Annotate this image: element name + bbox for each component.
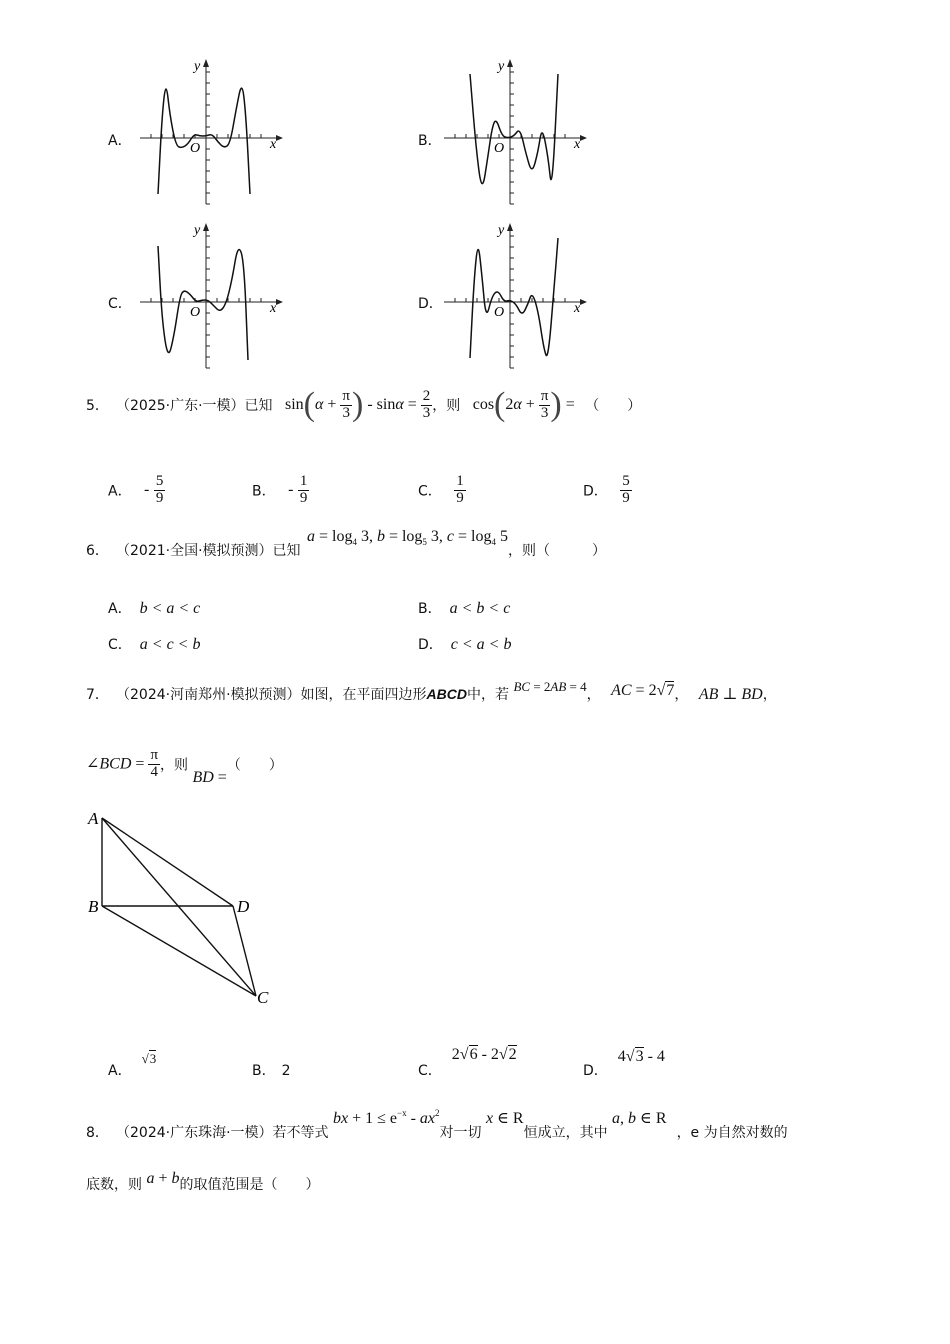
origin-label: O <box>190 141 201 156</box>
q8-sum: a + b <box>146 1170 180 1187</box>
q6-then: ，则（ ） <box>508 543 606 559</box>
origin-label: O <box>494 305 505 320</box>
vertex-b-label: B <box>88 897 99 916</box>
x-axis-label: x <box>270 301 277 316</box>
q8-holds: 恒成立，其中 <box>523 1125 608 1141</box>
q8-for-all: 对一切 <box>439 1125 482 1141</box>
q5-number: 5． <box>86 398 109 414</box>
q7-option-b-label: B． <box>252 1063 276 1079</box>
q6-given-equation: $a = \log_4 3$, $b = \log_5 3$, $c = \log_4 5$ <box>306 528 508 547</box>
q7-stem-line2 <box>86 748 283 788</box>
q6-number: 6． <box>86 543 109 559</box>
y-axis-arrow <box>203 59 209 67</box>
q7-shape: ABCD <box>426 686 467 702</box>
x-axis-arrow <box>276 299 283 305</box>
q7-blank: （ ） <box>226 757 283 774</box>
q7-option-a <box>108 1051 157 1080</box>
y-axis-label: y <box>194 59 201 74</box>
y-axis-label: y <box>498 59 505 74</box>
q7-option-d-label: D． <box>583 1063 608 1079</box>
q7-comma-3: ， <box>762 687 777 703</box>
q7-option-a-label: A． <box>108 1063 132 1079</box>
q7-comma-1: ， <box>586 687 601 703</box>
q7-option-c-label: C． <box>418 1063 442 1079</box>
q5-option-d-fraction <box>620 474 632 507</box>
q6-option-a <box>108 598 200 618</box>
q7-option-b <box>252 1060 291 1080</box>
function-curve <box>158 88 250 194</box>
q8-source: （2024·广东珠海·一模）若不等式 <box>116 1125 329 1141</box>
q7-mid: 中，若 <box>466 687 509 703</box>
segment-bc <box>102 906 256 996</box>
option-d-label: D． <box>418 296 443 312</box>
q7-option-b-value: 2 <box>281 1063 291 1079</box>
vertex-c-label: C <box>257 988 269 1007</box>
q5-option-b-num: 1 <box>299 473 308 489</box>
function-curve <box>158 246 248 360</box>
q7-target: BD = <box>192 769 227 787</box>
q6-option-d-expr: c < a < b <box>450 636 512 653</box>
graph-d <box>444 220 594 372</box>
function-curve <box>470 74 558 184</box>
q8-range: 的取值范围是（ ） <box>179 1177 320 1193</box>
q5-option-d-den: 9 <box>622 489 630 506</box>
q6-stem <box>86 528 606 561</box>
q6-option-b-expr: a < b < c <box>449 600 511 617</box>
q7-quadrilateral-figure <box>80 804 280 1014</box>
q5-option-a-sign: - <box>144 481 150 499</box>
q5-option-d-label: D． <box>583 483 608 500</box>
y-axis-label: y <box>498 223 505 238</box>
q7-condition-ac: AC = 2√7 <box>611 682 675 699</box>
q8-number: 8． <box>86 1125 109 1141</box>
option-b-label: B． <box>418 133 442 149</box>
y-axis-arrow <box>203 223 209 231</box>
option-c-label: C． <box>108 296 132 312</box>
y-axis-arrow <box>507 59 513 67</box>
q6-option-d-label: D． <box>418 637 443 653</box>
x-axis-arrow <box>276 135 283 141</box>
q7-then: ，则 <box>160 757 189 774</box>
q6-option-d <box>418 634 511 654</box>
q6-option-b-label: B． <box>418 601 442 617</box>
q8-stem <box>86 1108 788 1142</box>
q8-ab-domain: a, b ∈ R <box>612 1110 667 1127</box>
q7-option-c-expr: 2√6 - 2√2 <box>451 1046 517 1063</box>
q5-option-b <box>252 474 309 507</box>
q5-option-b-label: B． <box>252 483 276 500</box>
q5-option-d-num: 5 <box>622 473 630 489</box>
q8-x-domain: x ∈ R <box>485 1110 524 1127</box>
q6-option-c <box>108 634 200 654</box>
q5-stem <box>86 386 641 446</box>
q8-stem-line2 <box>86 1170 320 1194</box>
q5-option-c <box>418 474 466 507</box>
x-axis-arrow <box>580 135 587 141</box>
x-axis-label: x <box>574 301 581 316</box>
q5-option-b-sign: - <box>288 481 294 499</box>
graph-a <box>140 56 290 208</box>
y-axis-arrow <box>507 223 513 231</box>
q5-option-c-label: C． <box>418 483 442 500</box>
x-axis-label: x <box>270 137 277 152</box>
function-curve <box>470 238 558 358</box>
vertex-d-label: D <box>237 897 250 916</box>
q5-option-c-num: 1 <box>456 473 464 489</box>
q5-option-a-den: 9 <box>155 489 164 506</box>
q7-condition-bc: BC = 2AB = 4 <box>513 679 587 694</box>
option-a-label: A． <box>108 133 132 149</box>
q5-option-a <box>108 474 165 507</box>
q8-e-note: ，e 为自然对数的 <box>676 1125 788 1141</box>
q5-source: （2025·广东·一模）已知 <box>116 398 273 414</box>
q5-option-c-fraction <box>454 474 466 507</box>
q7-option-d-expr: 4√3 - 4 <box>617 1048 665 1065</box>
q6-option-c-label: C． <box>108 637 132 653</box>
q5-option-c-den: 9 <box>456 489 464 506</box>
q7-condition-perp: AB ⊥ BD <box>698 686 763 703</box>
q5-option-a-fraction <box>154 474 166 507</box>
q6-option-b <box>418 598 510 618</box>
y-axis-label: y <box>194 223 201 238</box>
q6-source: （2021·全国·模拟预测）已知 <box>116 543 301 559</box>
q5-blank: （ ） <box>585 398 642 414</box>
q7-option-d <box>583 1048 665 1080</box>
q8-inequality: bx + $1 \le e^{-x} - ax^2$ <box>332 1108 440 1127</box>
q5-option-a-label: A． <box>108 483 132 500</box>
q6-option-a-label: A． <box>108 601 132 617</box>
q6-option-c-expr: a < c < b <box>139 636 201 653</box>
origin-label: O <box>494 141 505 156</box>
vertex-a-label: A <box>88 809 99 828</box>
q7-comma-2: ， <box>674 687 689 703</box>
x-axis-arrow <box>580 299 587 305</box>
q7-source: （2024·河南郑州·模拟预测）如图，在平面四边形 <box>116 687 427 703</box>
q5-given-equation: sin(α + $\frac{\pi}{3}$ ) - sinα = $\frac{2}{3}$ <box>284 386 431 423</box>
q8-line2: 底数，则 <box>86 1177 142 1193</box>
origin-label: O <box>190 305 201 320</box>
q5-option-b-fraction <box>298 474 310 507</box>
q5-option-b-den: 9 <box>299 489 308 506</box>
q7-option-c <box>418 1046 517 1080</box>
q7-angle-condition: ∠BCD = $\frac{\pi}{4}$ <box>86 747 159 780</box>
graph-c <box>140 220 290 372</box>
q5-target-expression: cos(2α + $\frac{\pi}{3}$ ) = <box>472 386 575 423</box>
q7-option-a-expr: √3 <box>141 1051 157 1066</box>
q7-number: 7． <box>86 687 109 703</box>
q6-option-a-expr: b < a < c <box>139 600 201 617</box>
q5-option-d <box>583 474 632 507</box>
x-axis-label: x <box>574 137 581 152</box>
q5-option-a-num: 5 <box>155 473 164 489</box>
graph-b <box>444 56 594 208</box>
q5-then: ，则 <box>432 398 461 414</box>
q7-stem <box>86 679 777 704</box>
